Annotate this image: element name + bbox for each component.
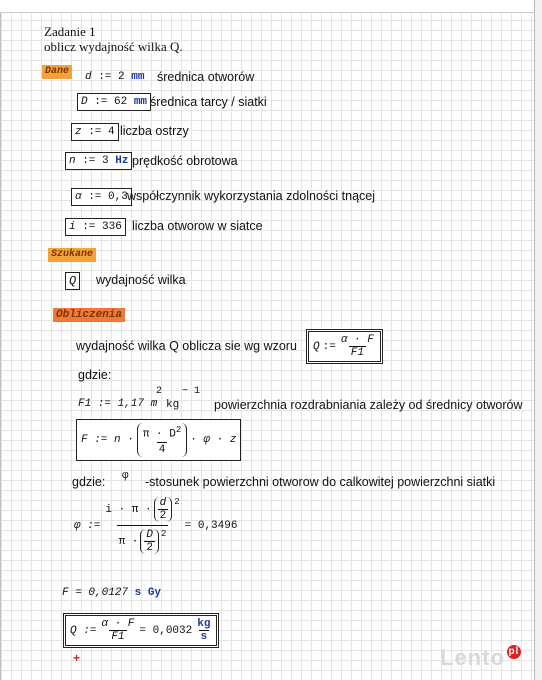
f1-desc: powierzchnia rozdrabniania zależy od średnicy otworów <box>214 398 523 412</box>
where-label-1: gdzie: <box>78 368 112 382</box>
q-formula-region[interactable]: Q := $\frac{\alpha \cdot F}{F1}$ <box>306 329 383 364</box>
given-alpha-desc: współczynnik wykorzystania zdolności tnącej <box>127 189 376 203</box>
phi-calc-region[interactable]: φ := i · π · $\frac{d}{2}$ $^2$ π · $\frac{D}{2}$ $^2$ = 0,3496 <box>74 497 238 554</box>
f1-kg: kg <box>166 399 180 411</box>
given-d-desc: średnica otworów <box>157 70 255 84</box>
given-z-region[interactable]: z := 4 <box>71 123 119 141</box>
given-D-desc: średnica tarcy / siatki <box>150 95 267 109</box>
calc-tag: Obliczenia <box>53 308 125 322</box>
given-tag: Dane <box>42 65 72 79</box>
wanted-tag: Szukane <box>48 248 96 262</box>
lento-watermark: Lento pl <box>440 645 520 670</box>
wanted-desc: wydajność wilka <box>96 273 186 287</box>
calc-intro: wydajność wilka Q oblicza sie wg wzoru <box>76 339 297 353</box>
Q-result-region[interactable]: Q := $\frac{\alpha \cdot F}{F1}$ = 0,0032 $\frac{kg}{s}$ <box>63 613 219 648</box>
F-result-region[interactable]: F = 0,0127 s Gy <box>62 587 162 599</box>
f1-exp2: 2 <box>156 386 163 397</box>
f1-exp-neg1: − 1 <box>182 386 201 397</box>
given-i-desc: liczba otworow w siatce <box>132 219 263 233</box>
F-definition-region[interactable]: F := n · $\frac{\pi \cdot D^2}{4}$ · φ · z <box>76 419 241 461</box>
given-D-region[interactable]: D := 62 mm <box>77 93 151 111</box>
given-d-region[interactable]: d := 2 mm <box>85 71 145 83</box>
given-n-region[interactable]: n := 3 Hz <box>65 152 132 170</box>
top-edge <box>0 0 534 13</box>
task-instruction: oblicz wydajność wilka Q. <box>44 39 183 54</box>
where-label-2: gdzie: <box>72 475 106 489</box>
phi-desc: -stosunek powierzchni otworow do calkowitej powierzchni siatki <box>145 475 496 489</box>
task-title: Zadanie 1 <box>44 24 96 39</box>
given-i-region[interactable]: i := 336 <box>65 218 126 236</box>
phi-symbol: φ <box>122 470 129 482</box>
given-alpha-region[interactable]: α := 0,3 <box>71 188 132 206</box>
insert-cursor: + <box>73 651 81 665</box>
right-scrollbar[interactable] <box>534 0 542 680</box>
f1-region[interactable]: F1 := 1,17 m <box>78 398 158 410</box>
given-z-desc: liczba ostrzy <box>120 124 189 138</box>
wanted-Q-region[interactable]: Q <box>65 272 80 290</box>
given-n-desc: prędkość obrotowa <box>132 154 238 168</box>
